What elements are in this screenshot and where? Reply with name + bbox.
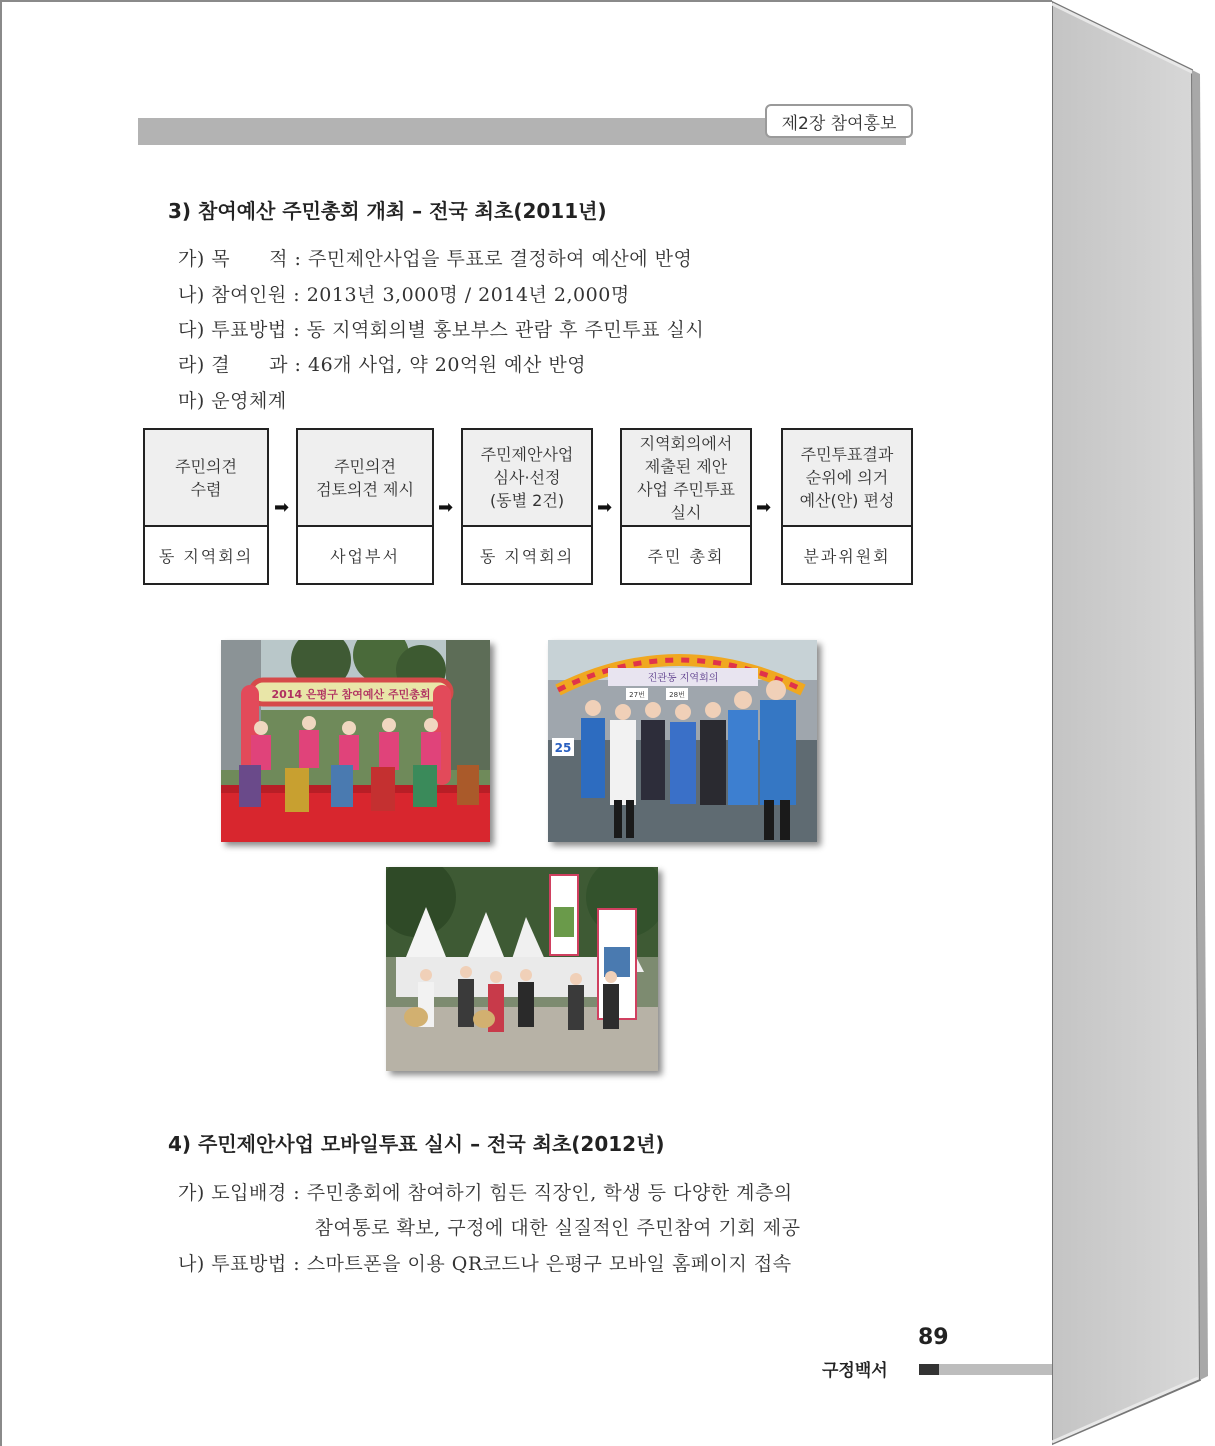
- arrow-right-icon: ➡: [274, 497, 290, 518]
- book-edge: [1052, 0, 1215, 1446]
- arrow-right-icon: ➡: [597, 497, 613, 518]
- arrow-right-icon: ➡: [756, 497, 772, 518]
- flow-step-action: 주민의견 수렴: [145, 430, 267, 527]
- section3-title: 3) 참여예산 주민총회 개최 – 전국 최초(2011년): [168, 199, 607, 223]
- flow-step-2: [296, 428, 434, 585]
- photo-parade: [386, 867, 658, 1071]
- section4-item: 나) 투표방법 : 스마트폰을 이용 QR코드나 은평구 모바일 홈페이지 접속: [178, 1253, 792, 1275]
- footer-bar-accent: [919, 1364, 939, 1375]
- page-number: 89: [918, 1325, 949, 1350]
- flow-step-5: [781, 428, 913, 585]
- footer-bar: [939, 1364, 1052, 1375]
- section3-item: 라) 결 과 : 46개 사업, 약 20억원 예산 반영: [178, 354, 587, 376]
- photo-board-text: 27번: [629, 691, 645, 699]
- section4-title: 4) 주민제안사업 모바일투표 실시 – 전국 최초(2012년): [168, 1132, 665, 1156]
- photo-banner-text: 진관동 지역회의: [647, 673, 719, 684]
- section3-item: 가) 목 적 : 주민제안사업을 투표로 결정하여 예산에 반영: [178, 248, 693, 270]
- flow-step-3: [461, 428, 593, 585]
- flow-step-actor: 주민 총회: [647, 546, 725, 566]
- photo-tag-text: 25: [554, 741, 572, 755]
- flow-step-actor: 동 지역회의: [479, 546, 575, 566]
- flow-step-action: 주민제안사업 심사·선정 (동별 2건): [463, 430, 591, 527]
- footer-label: 구정백서: [822, 1361, 888, 1381]
- flow-step-action: 주민투표결과 순위에 의거 예산(안) 편성: [783, 430, 911, 527]
- flow-step-actor: 동 지역회의: [158, 546, 254, 566]
- section3-item: 다) 투표방법 : 동 지역회의별 홍보부스 관람 후 주민투표 실시: [178, 319, 705, 341]
- photo-group-booth: [548, 640, 817, 842]
- photo-drum-performance: [221, 640, 490, 842]
- flow-step-action: 주민의견 검토의견 제시: [298, 430, 432, 527]
- flow-step-action: 지역회의에서 제출된 제안 사업 주민투표 실시: [622, 430, 750, 527]
- flow-step-actor: 분과위원회: [803, 546, 891, 566]
- section3-item: 나) 참여인원 : 2013년 3,000명 / 2014년 2,000명: [178, 284, 630, 306]
- section4-item: 참여통로 확보, 구정에 대한 실질적인 주민참여 기회 제공: [178, 1217, 801, 1239]
- section3-item: 마) 운영체계: [178, 390, 287, 412]
- photo-board-text: 28번: [669, 691, 685, 699]
- flow-step-actor: 사업부서: [330, 546, 400, 566]
- section4-item: 가) 도입배경 : 주민총회에 참여하기 힘든 직장인, 학생 등 다양한 계층의: [178, 1182, 793, 1204]
- arrow-right-icon: ➡: [438, 497, 454, 518]
- flow-step-1: [143, 428, 269, 585]
- chapter-tab: 제2장 참여홍보: [765, 104, 913, 138]
- photo-banner-text: 2014 은평구 참여예산 주민총회: [271, 688, 431, 701]
- flow-step-4: [620, 428, 752, 585]
